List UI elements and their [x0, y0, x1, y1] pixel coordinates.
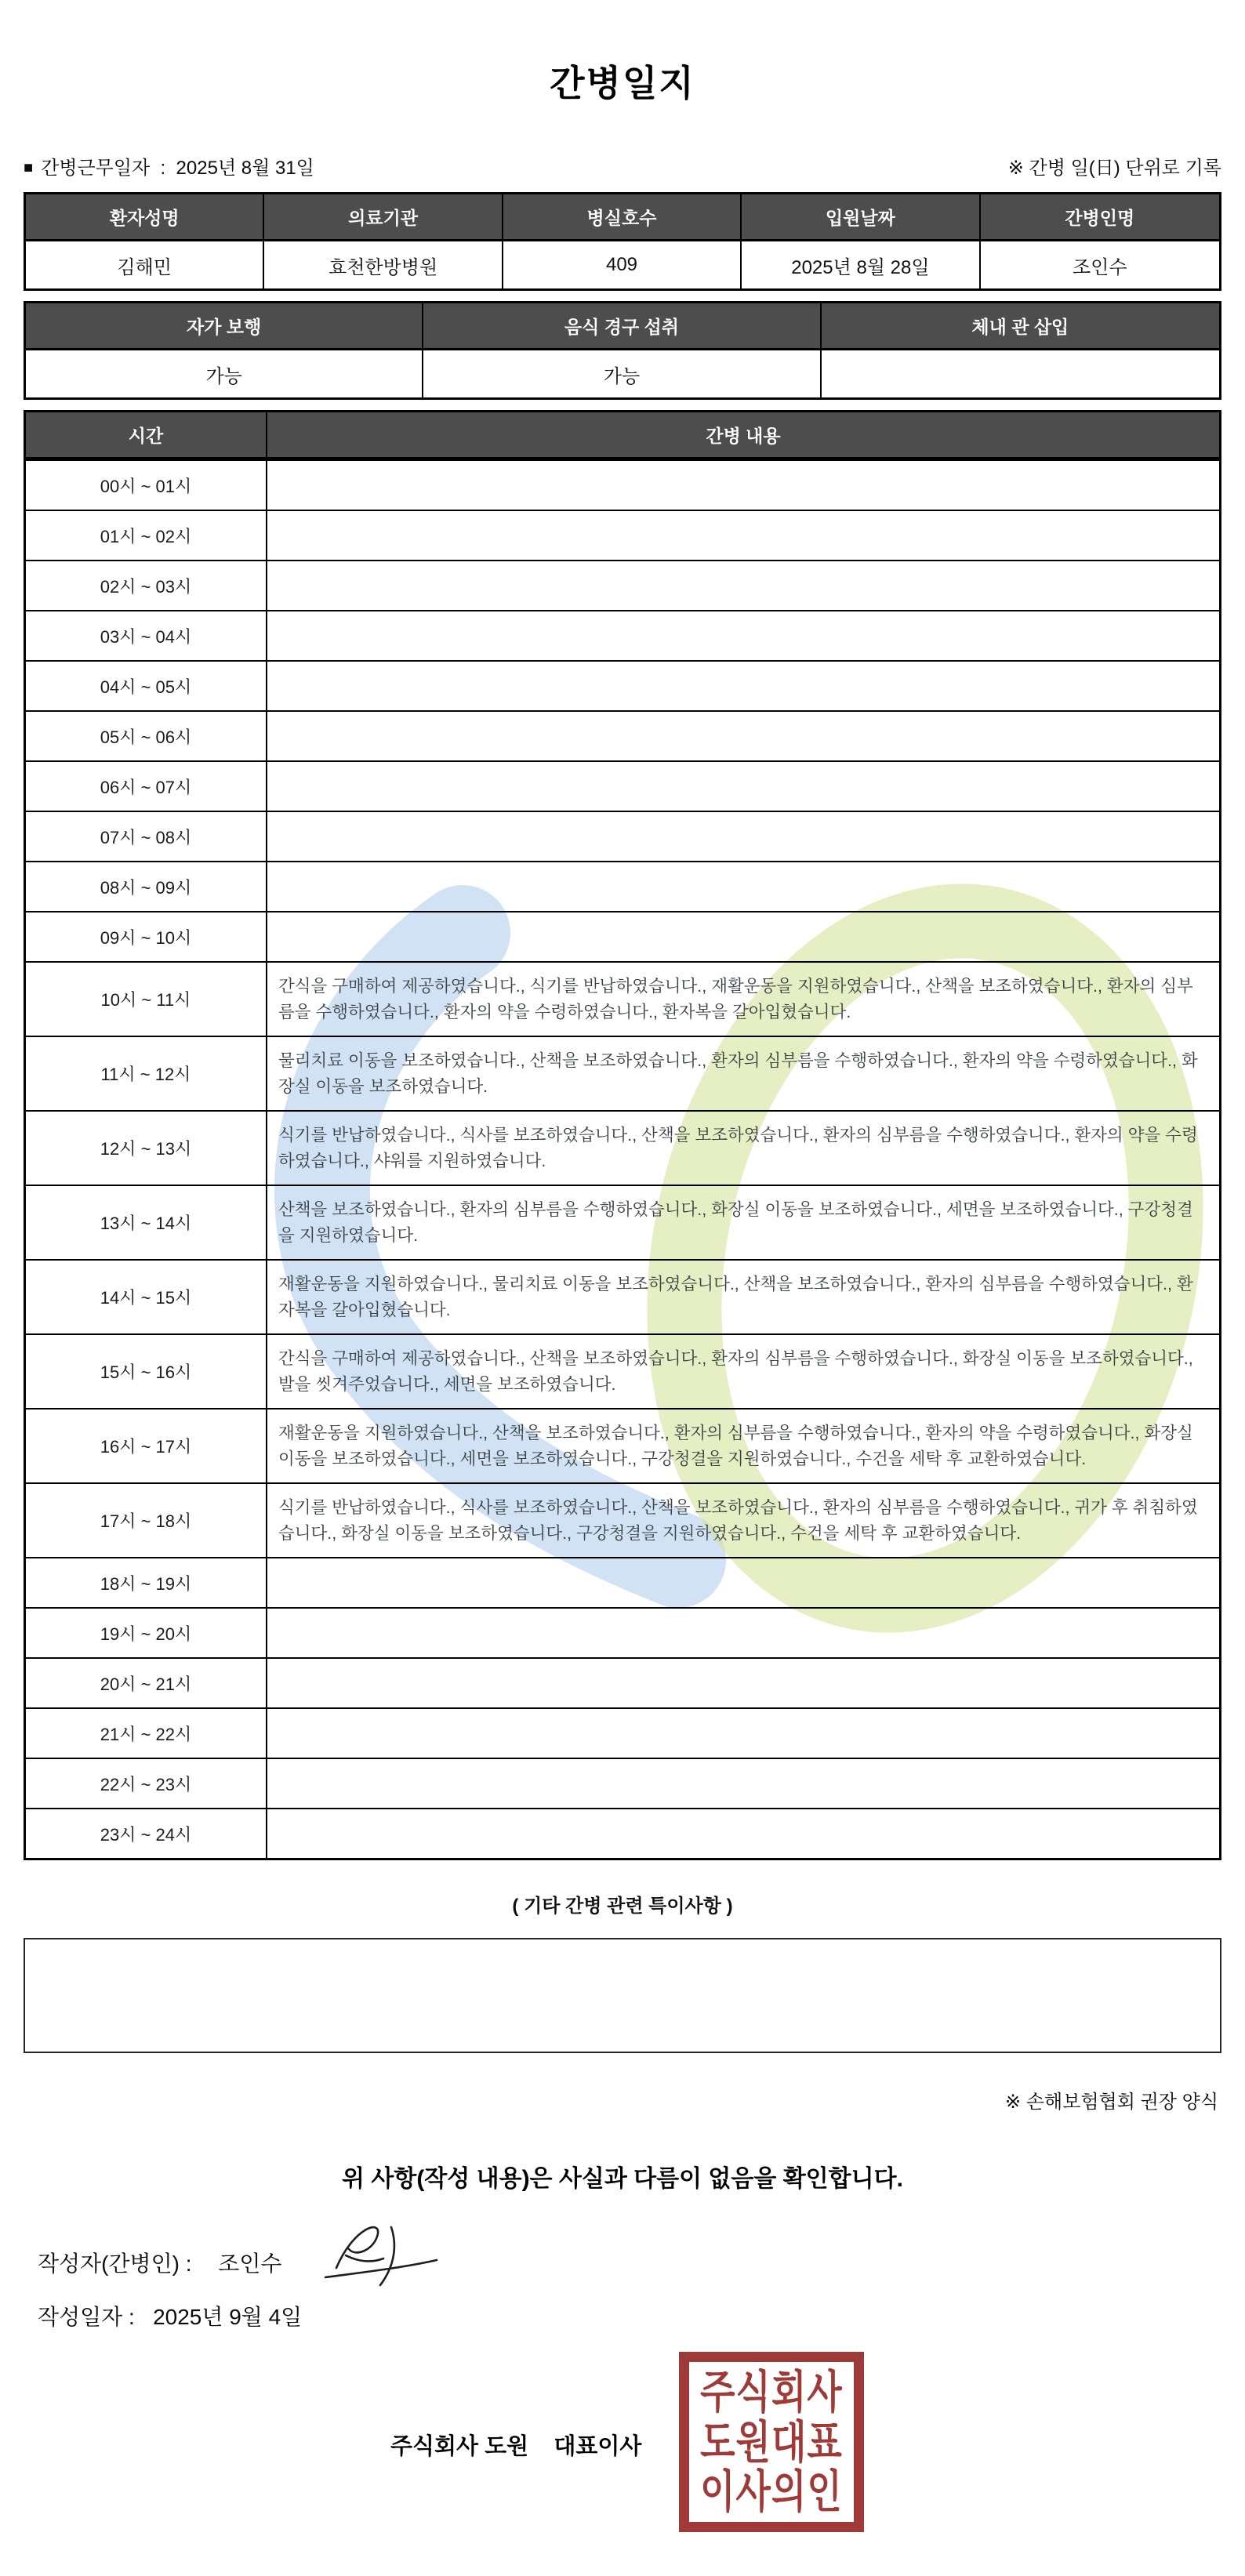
- care-content-cell: 식기를 반납하였습니다., 식사를 보조하였습니다., 산책을 보조하였습니다., 환자의 심부름을 수행하였습니다., 귀가 후 취침하였습니다., 화장실 이동을 보조하였습니다., 구강청결을 지원하였습니다., 수건을 세탁 후 교환하였습니다.: [278, 1498, 1198, 1543]
- care-table-row: [26, 1408, 1219, 1482]
- written-date-value: 2025년 9월 4일: [153, 2305, 303, 2329]
- patient-table-value-cell: 효천한방병원: [264, 241, 503, 288]
- work-date-label: 간병근무일자 :: [41, 158, 171, 179]
- patient-table-header-cell: 환자성명: [26, 194, 264, 241]
- status-table-header-cell: 체내 관 삽입: [822, 303, 1219, 350]
- time-slot-label: 00시 ~ 01시: [26, 461, 267, 510]
- care-log-table: [24, 410, 1221, 1860]
- time-slot-label: 09시 ~ 10시: [26, 912, 267, 961]
- care-table-row: [26, 861, 1219, 911]
- care-table-row: [26, 1259, 1219, 1333]
- writer-line: [38, 2239, 1245, 2286]
- company-block: [0, 2341, 1245, 2576]
- work-date-line: [24, 152, 314, 180]
- time-slot-label: 18시 ~ 19시: [26, 1558, 267, 1607]
- form-source-note: ※ 손해보험협회 권장 양식: [1005, 2092, 1218, 2113]
- care-table-row: [26, 1185, 1219, 1259]
- company-and-ceo-label: 주식회사 도원 대표이사: [390, 2434, 642, 2459]
- time-slot-label: 02시 ~ 03시: [26, 561, 267, 610]
- stamp-line: 도원대표: [700, 2415, 843, 2467]
- time-slot-label: 17시 ~ 18시: [26, 1484, 267, 1557]
- patient-table-header-cell: 간병인명: [981, 194, 1219, 241]
- care-table-row: [26, 1110, 1219, 1185]
- mobility-status-table: [24, 301, 1221, 400]
- care-content-cell: 식기를 반납하였습니다., 식사를 보조하였습니다., 산책을 보조하였습니다., 환자의 심부름을 수행하였습니다., 환자의 약을 수령하였습니다., 샤워를 지원하였습니다.: [278, 1126, 1198, 1170]
- time-column-header: 시간: [26, 412, 267, 459]
- patient-table-value-cell: 조인수: [1073, 256, 1127, 278]
- time-slot-label: 05시 ~ 06시: [26, 712, 267, 760]
- notes-box: [24, 1938, 1221, 2053]
- care-table-row: [26, 1808, 1219, 1858]
- care-content-cell: 간식을 구매하여 제공하였습니다., 산책을 보조하였습니다., 환자의 심부름을 수행하였습니다., 화장실 이동을 보조하였습니다., 발을 씻겨주었습니다., 세면을 보조하였습니다.: [278, 1349, 1193, 1394]
- status-table-value-cell: [822, 350, 1219, 397]
- care-content-cell: [267, 762, 1219, 811]
- care-content-cell: [267, 1809, 1219, 1858]
- time-slot-label: 01시 ~ 02시: [26, 511, 267, 560]
- care-content-cell: [267, 511, 1219, 560]
- care-content-cell: 재활운동을 지원하였습니다., 물리치료 이동을 보조하였습니다., 산책을 보조하였습니다., 환자의 심부름을 수행하였습니다., 환자복을 갈아입혔습니다.: [278, 1275, 1193, 1319]
- notes-heading: ( 기타 간병 관련 특이사항 ): [512, 1896, 733, 1917]
- care-table-row: [26, 560, 1219, 610]
- patient-table-header-cell: 의료기관: [264, 194, 503, 241]
- care-content-cell: [267, 862, 1219, 911]
- care-table-row: [26, 961, 1219, 1036]
- patient-table-value-cell: 김해민: [26, 241, 264, 288]
- care-content-cell: [267, 1759, 1219, 1808]
- meta-row: [24, 152, 1221, 180]
- page-title: 간병일지: [550, 63, 695, 103]
- time-slot-label: 03시 ~ 04시: [26, 611, 267, 660]
- status-table-value-cell: 가능: [423, 350, 821, 397]
- care-content-cell: [267, 1659, 1219, 1707]
- care-table-row: [26, 1607, 1219, 1657]
- time-slot-label: 13시 ~ 14시: [26, 1186, 267, 1259]
- care-table-row: [26, 811, 1219, 861]
- care-table-row: [26, 1482, 1219, 1557]
- care-table-row: [26, 1707, 1219, 1758]
- time-slot-label: 22시 ~ 23시: [26, 1759, 267, 1808]
- care-table-row: [26, 1557, 1219, 1607]
- care-content-cell: [267, 812, 1219, 861]
- written-date-line: [38, 2300, 1245, 2331]
- time-slot-label: 14시 ~ 15시: [26, 1261, 267, 1333]
- care-content-cell: 재활운동을 지원하였습니다., 산책을 보조하였습니다., 환자의 심부름을 수행하였습니다., 환자의 약을 수령하였습니다., 화장실 이동을 보조하였습니다., 세면을 보조하였습니다., 구강청결을 지원하였습니다., 수건을 세탁 후 교환하였습니다.: [278, 1424, 1193, 1468]
- care-table-body: [26, 459, 1219, 1858]
- care-content-cell: 물리치료 이동을 보조하였습니다., 산책을 보조하였습니다., 환자의 심부름을 수행하였습니다., 환자의 약을 수령하였습니다., 화장실 이동을 보조하였습니다.: [278, 1051, 1198, 1096]
- time-slot-label: 16시 ~ 17시: [26, 1410, 267, 1482]
- time-slot-label: 06시 ~ 07시: [26, 762, 267, 811]
- care-table-row: [26, 660, 1219, 710]
- time-slot-label: 11시 ~ 12시: [26, 1037, 267, 1110]
- status-table-value-cell: 가능: [26, 350, 423, 397]
- stamp-line: 이사의인: [700, 2465, 843, 2517]
- care-table-row: [26, 1333, 1219, 1408]
- care-content-cell: [267, 662, 1219, 710]
- care-table-row: [26, 1036, 1219, 1110]
- status-table-header-cell: 음식 경구 섭취: [423, 303, 821, 350]
- content-column-header: 간병 내용: [267, 412, 1219, 459]
- care-table-row: [26, 1758, 1219, 1808]
- time-slot-label: 23시 ~ 24시: [26, 1809, 267, 1858]
- care-table-row: [26, 1657, 1219, 1707]
- handwritten-signature: [314, 2216, 448, 2295]
- care-content-cell: [267, 912, 1219, 961]
- time-slot-label: 20시 ~ 21시: [26, 1659, 267, 1707]
- patient-info-table: [24, 192, 1221, 291]
- care-table-row: [26, 760, 1219, 811]
- patient-table-value-cell: 2025년 8월 28일: [742, 241, 980, 288]
- care-content-cell: 간식을 구매하여 제공하였습니다., 식기를 반납하였습니다., 재활운동을 지원하였습니다., 산책을 보조하였습니다., 환자의 심부름을 수행하였습니다., 환자의 약을 수령하였습니다., 환자복을 갈아입혔습니다.: [278, 977, 1193, 1021]
- time-slot-label: 04시 ~ 05시: [26, 662, 267, 710]
- patient-table-value-cell: 409: [503, 241, 742, 288]
- written-date-label: 작성일자 :: [38, 2305, 154, 2329]
- time-slot-label: 08시 ~ 09시: [26, 862, 267, 911]
- status-table-header-cell: 자가 보행: [26, 303, 423, 350]
- care-content-cell: [267, 611, 1219, 660]
- writer-name: 조인수: [218, 2251, 282, 2276]
- care-content-cell: 산책을 보조하였습니다., 환자의 심부름을 수행하였습니다., 화장실 이동을 보조하였습니다., 세면을 보조하였습니다., 구강청결을 지원하였습니다.: [278, 1200, 1193, 1245]
- patient-table-header-cell: 병실호수: [503, 194, 742, 241]
- confirmation-statement: 위 사항(작성 내용)은 사실과 다름이 없음을 확인합니다.: [342, 2166, 903, 2192]
- corporate-seal-stamp: [679, 2352, 864, 2532]
- black-square-bullet: ■: [24, 159, 34, 176]
- care-table-row: [26, 459, 1219, 510]
- care-table-row: [26, 710, 1219, 760]
- care-content-cell: [267, 561, 1219, 610]
- time-slot-label: 15시 ~ 16시: [26, 1335, 267, 1408]
- patient-table-header-cell: 입원날짜: [742, 194, 980, 241]
- time-slot-label: 19시 ~ 20시: [26, 1609, 267, 1657]
- time-slot-label: 10시 ~ 11시: [26, 963, 267, 1036]
- time-slot-label: 12시 ~ 13시: [26, 1112, 267, 1185]
- care-content-cell: [267, 461, 1219, 510]
- care-content-cell: [267, 1558, 1219, 1607]
- time-slot-label: 21시 ~ 22시: [26, 1709, 267, 1758]
- care-table-row: [26, 510, 1219, 560]
- care-content-cell: [267, 712, 1219, 760]
- care-table-row: [26, 911, 1219, 961]
- care-table-header: [26, 412, 1219, 459]
- stamp-line: 주식회사: [700, 2366, 843, 2418]
- care-content-cell: [267, 1609, 1219, 1657]
- unit-note: ※ 간병 일(日) 단위로 기록: [1007, 158, 1221, 179]
- work-date-value: 2025년 8월 31일: [176, 158, 314, 179]
- time-slot-label: 07시 ~ 08시: [26, 812, 267, 861]
- care-content-cell: [267, 1709, 1219, 1758]
- writer-label: 작성자(간병인) :: [38, 2251, 198, 2276]
- care-table-row: [26, 610, 1219, 660]
